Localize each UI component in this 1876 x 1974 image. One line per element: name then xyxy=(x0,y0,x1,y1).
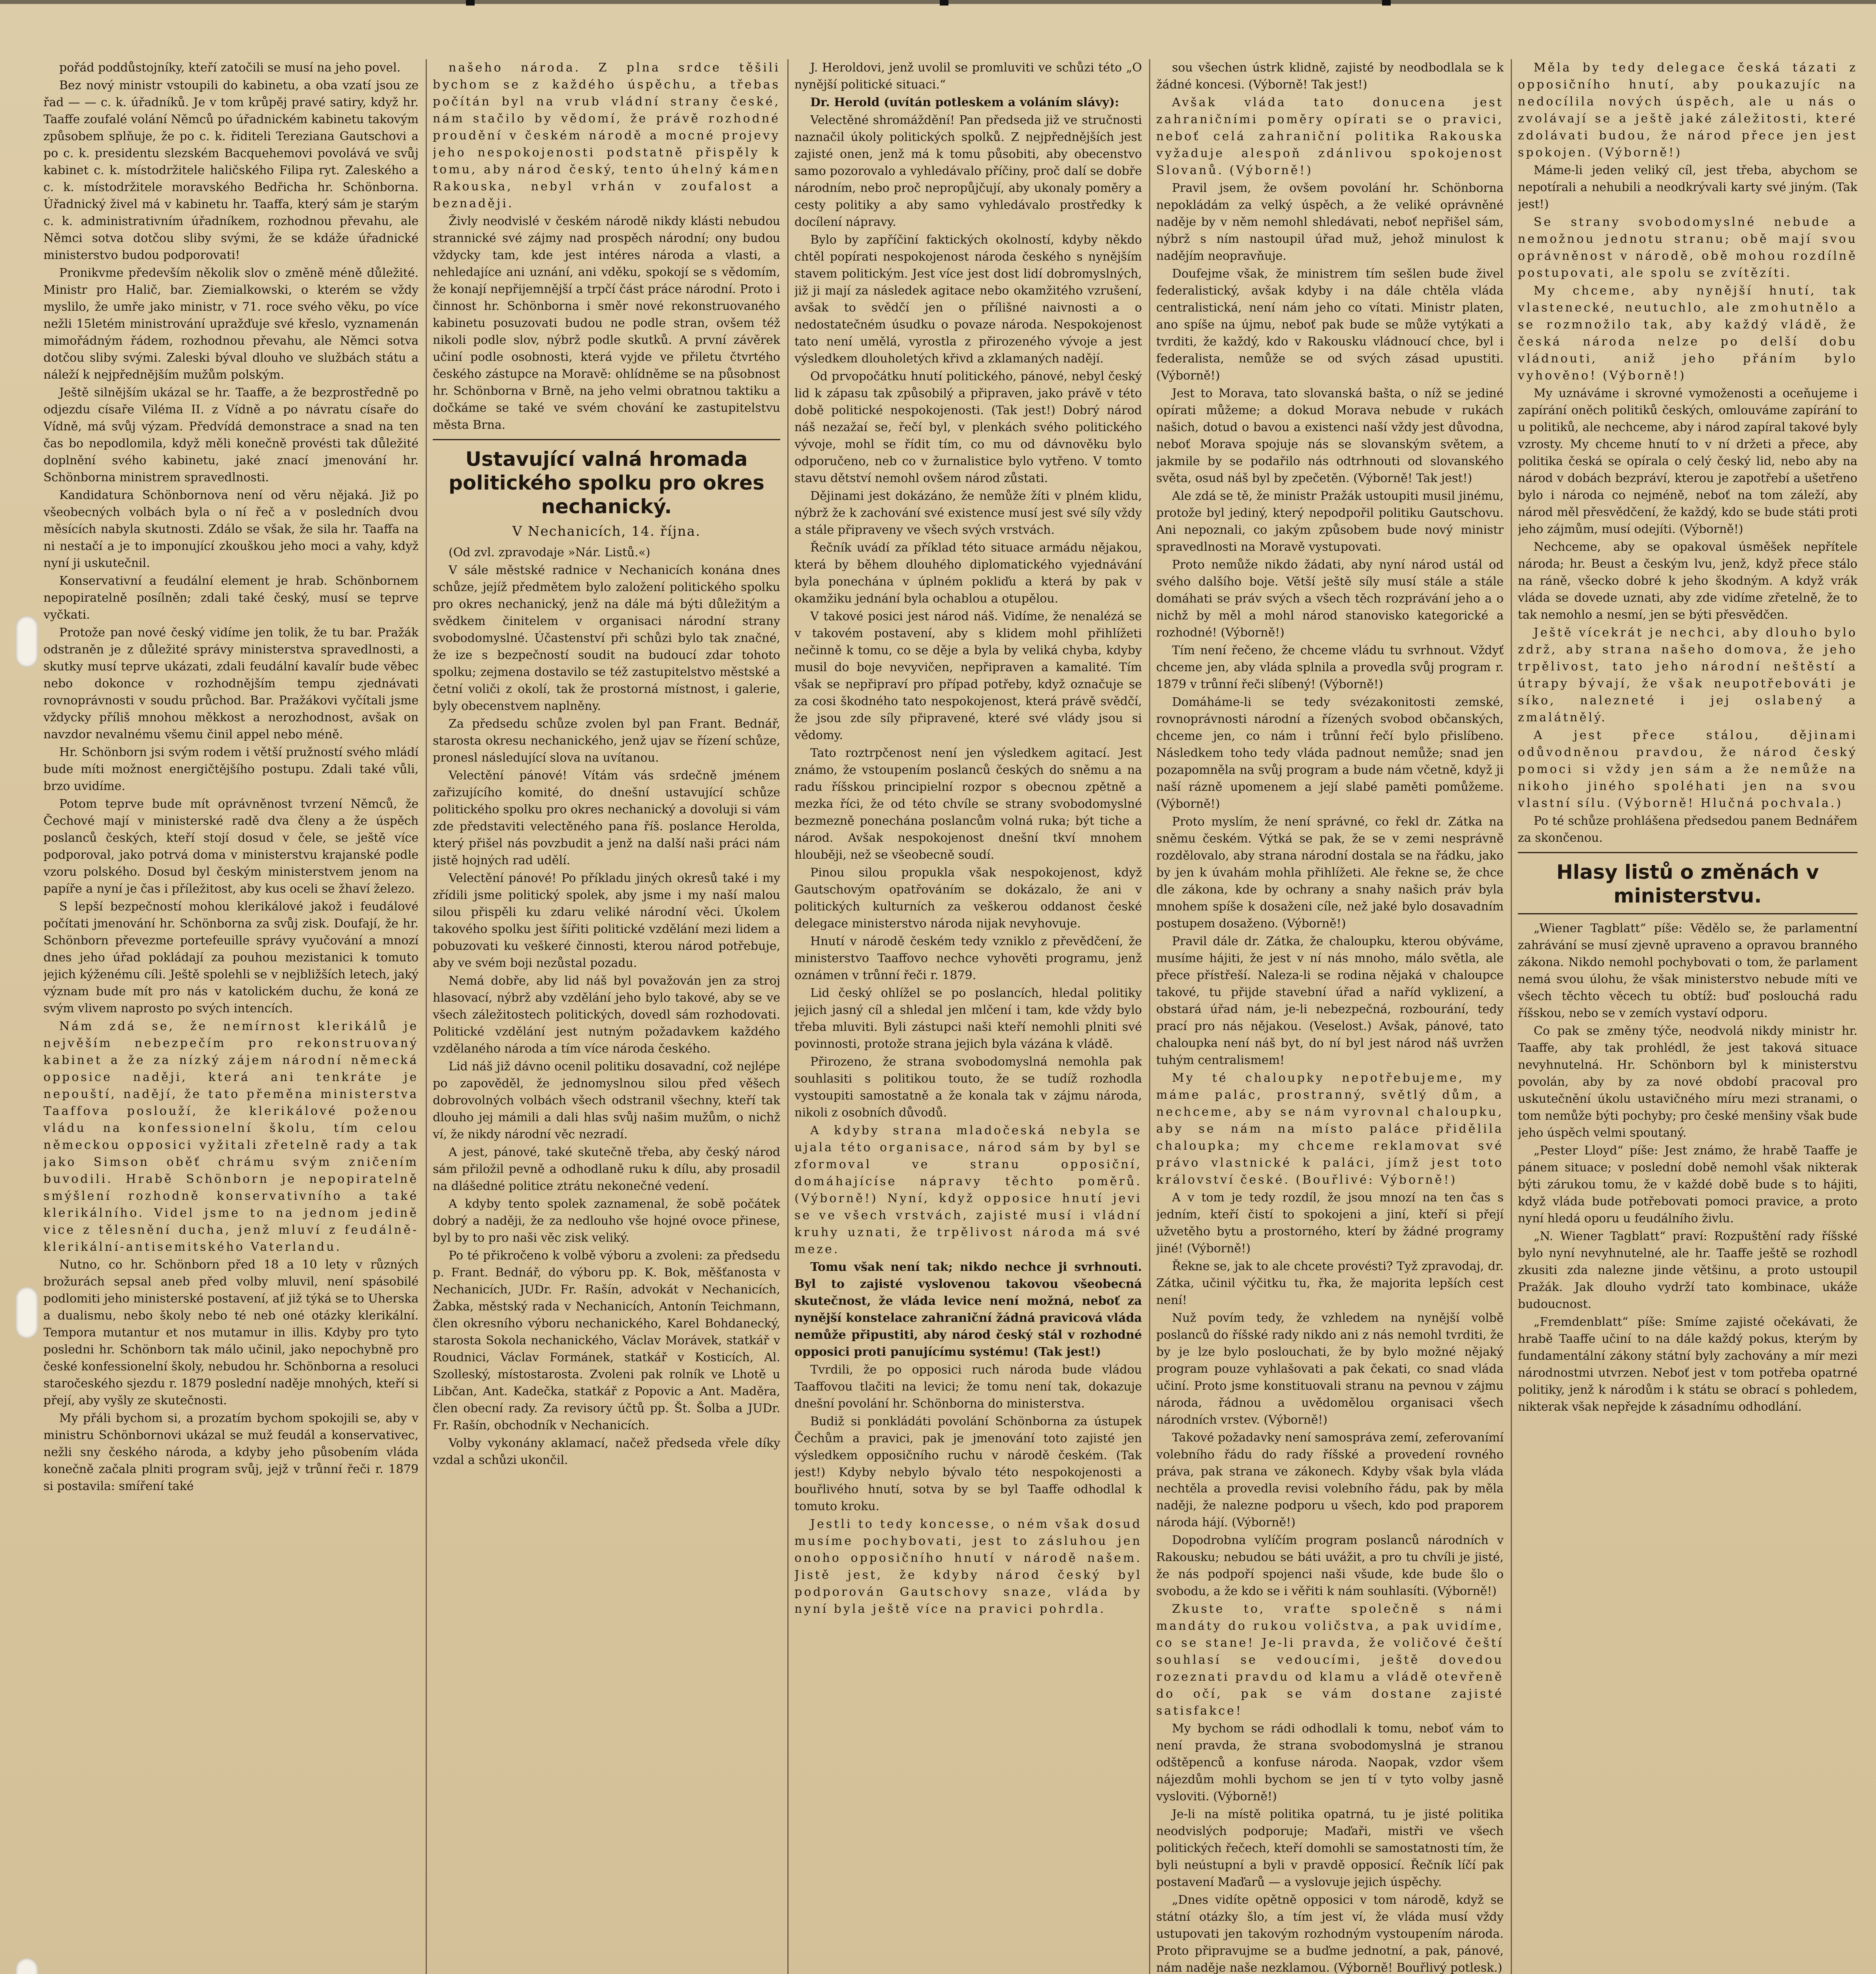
paragraph: My přáli bychom si, a prozatím bychom spokojili se, aby v ministru Schönbornovi ukázal se muž feudál a konservativec, nežli sny českého národa, a kdyby jeho působením vláda konečně začala plniti program svůj, jejž v trůnní řeči r. 1879 si postavila: smíření také xyxy=(43,1411,419,1493)
paragraph: Ještě vícekrát je nechci, aby dlouho bylo zdrž, aby strana našeho domova, že jeho trpělivost, tato jeho národní neštěstí a útrapy bývají, že však neupotřebováti je síko, nalezneté i jej oslabený a zmalátnělý. xyxy=(1518,626,1857,724)
paragraph: Konservativní a feudální element je hrab. Schönbornem nepopiratelně posílněn; zdali také český, musí se teprve vyčkati. xyxy=(43,574,419,622)
paragraph: Se strany svobodomyslné nebude a nemožnou jednotu stranu; obě mají svou oprávněnost v národě, obě mohou rozdílně postupovati, ale spolu se zvítězíti. xyxy=(1518,215,1857,280)
paragraph: Pronikvme především několik slov o změně méně důležité. Ministr pro Halič, bar. Ziemialkowski, o kterém se vždy myslilo, že umře jako ministr, v 71. roce svého věku, po více nežli 15letém ministrování upražďuje své křeslo, vyznamenán mimořádným řádem, rozhodnou převahu, ale Němci sotva dotčou sliby svými. Zaleski býval dlouho ve službách státu a náleží k nejpřednějším mužům polským. xyxy=(43,266,419,382)
binding-hole xyxy=(16,616,38,667)
paragraph: Po té schůze prohlášena předsedou panem Bednářem za skončenou. xyxy=(1518,814,1857,845)
paragraph: A kdyby tento spolek zaznamenal, že sobě počátek dobrý a naději, že za nedlouho vše hojné ovoce přinese, byl by to pro naši věc zisk veliký. xyxy=(433,1197,780,1245)
paragraph: My uznáváme i skrovné vymoženosti a oceňujeme i zapírání oněch politiků českých, omlouváme zapírání to u politiků, ale nechceme, aby i národ zapíral takové byly vzrosty. My chceme hnutí to v ní držeti a přece, aby politika česká se opírala o celý český lid, nebo aby na národ v dobách bezpráví, kterou je zapotřebí a ušetřeno bylo i národa co nejméně, neboť na tom záleží, aby národ měl přesvědčení, že každý, kdo se bude státi proti jeho zájmům, musí odejíti. (Výborně!) xyxy=(1518,387,1857,536)
paragraph: „N. Wiener Tagblatt“ praví: Rozpuštění rady říšské bylo nyní nevyhnutelné, ale hr. Taaffe ještě se rozhodl zkusiti zda nalezne jinde většinu, a proto ustoupil Pražák. Jak dlouho vydrží tato kombinace, ukáže budoucnost. xyxy=(1518,1229,1857,1311)
paragraph: S lepší bezpečností mohou klerikálové jakož i feudálové počítati jmenování hr. Schönborna za svůj zisk. Doufají, že hr. Schönborn převezme portefeuille správy vyučování a mnozí dnes jeho úřad pokládají za pouhou mezistanici k tomuto jejich kýženému cíli. Ještě spolehli se v nejbližších letech, jaký význam bude mít pro nás v katolickém duchu, že koná ze svým vlivem naprosto po svých intencích. xyxy=(43,900,419,1015)
paragraph: Nechceme, aby se opakoval úsměšek nepřítele národa; hr. Beust a českým lvu, jenž, když přece stálo na ráně, všecko dobré k jeho škodným. A když vrák vláda se dovede uznati, aby zde vidíme zřetelně, že to tak nemohlo a nesmí, jen se býti přesvědčen. xyxy=(1518,540,1857,622)
section-title: Hlasy listů o změnách v ministerstvu. xyxy=(1556,861,1819,907)
paragraph: Pinou silou propukla však nespokojenost, když Gautschovým opatřováním se dokázalo, že ani v politických kulturních za veškerou oddanost české delegace ministerstvo národa nijak nevyhovuje. xyxy=(794,866,1142,931)
paragraph: Máme-li jeden veliký cíl, jest třeba, abychom se nepotírali a nehubili a neodkrývali karty své jiným. (Tak jest!) xyxy=(1518,163,1857,211)
column-rule xyxy=(1511,59,1512,1974)
paragraph: Velectěné shromáždění! Pan předseda již ve stručnosti naznačil úkoly politických spolků. Z nejpřednějších jest zajisté onen, jenž má k tomu působiti, aby obecenstvo samo pozorovalo a vyhledávalo příčiny, proč dalí se dobře národním, nebo proč nepropůjčují, aby ukonaly poměry a cesty politiky a aby samo vyhledávalo prostředky k docílení nápravy. xyxy=(794,113,1142,229)
paragraph: Co pak se změny týče, neodvolá nikdy ministr hr. Taaffe, aby tak prohlédl, že jest taková situace nevyhnutelná. Hr. Schönborn byl k ministerstvu povolán, aby by za nové období pracoval pro uskutečnění úkolu ustavičného míru mezi stranami, o tom nemůže býti pochyby; pro české menšiny však bude jeho úspěch velmi spoutaný. xyxy=(1518,1024,1857,1140)
paragraph: My bychom se rádi odhodlali k tomu, neboť vám to není pravda, že strana svobodomyslná je stranou odštěpenců a konfuse národa. Naopak, vzdor všem nájezdům mohli bychom se jen tí v tyto volby jasně vysloviti. (Výborně!) xyxy=(1156,1722,1504,1803)
article-title: Ustavující valná hromada politického spolku pro okres nechanický. xyxy=(449,448,764,518)
paragraph: Domáháme-li se tedy svézakonitosti zemské, rovnoprávnosti národní a řízených svobod občanských, chceme jen, co nám i trůnní řečí bylo přislíbeno. Následkem toho tedy vláda padnout nemůže; snad jen pozapomněla na svůj program a bude nám včetně, když ji naší rázně upomenem a její slabé paměti pomůžeme. (Výborně!) xyxy=(1156,695,1504,811)
column-5 xyxy=(1518,59,1857,1974)
paragraph: Nutno, co hr. Schönborn před 18 a 10 lety v různých brožurách sepsal aneb před volby mluvil, není spásobilé podlomiti jeho ministerské postavení, ať již týká se to Uherska a dualismu, nebo školy nebo té neb oné otázky klerikální. Tempora mutantur et nos mutamur in illis. Kdyby pro tyto posledni hr. Schönborn tak málo učinil, jako nepochybně pro české konfessionelní školy, nebudou hr. Schönborna a resoluci staročeského sjezdu r. 1879 poslední naděje mnohých, kteří si přejí, aby vyšly ze skutečnosti. xyxy=(43,1258,419,1407)
section-divider xyxy=(1518,913,1857,914)
paragraph: Nám zdá se, že nemírnost klerikálů je nejvěším nebezpečím pro rekonstruovaný kabinet a že za nízký zájem národní německá opposice naději, která ani tenkráte je nepouští, nadějí, že tato přeměna ministerstva Taaffova poslouží, že klerikálové poženou vládu na konfessionelní školu, tím celou německou opposici vyžitali zřetelně rady a tak jako Simson oběť chrámu svým zničením buvodili. Hrabě Schönborn je nepopiratelně smýšlení rozhodně konservativního a také klerikálního. Videl jsme to na jednom jedině vice z tělesnění ducha, jenž mluví z feudálně-klerikální-antisemitského Vaterlandu. xyxy=(43,1019,419,1254)
paragraph: „Pester Lloyd“ píše: Jest známo, že hrabě Taaffe je pánem situace; v poslední době nemohl však nikterak býti zárukou tomu, že v každé době bude s to hájiti, když vláda bude potřebovati pomoci pravice, a proto nyní hledá oporu u feudálního živlu. xyxy=(1518,1144,1857,1225)
paragraph: Avšak vláda tato donucena jest zahraničními poměry opírati se o pravici, neboť celá zahraniční politika Rakouska vyžaduje alespoň zdánlivou spokojenost Slovanů. (Výborně!) xyxy=(1156,96,1504,177)
column-4 xyxy=(1156,59,1504,1974)
binding-hole xyxy=(16,1287,38,1338)
paragraph: J. Heroldovi, jenž uvolil se promluviti ve schůzi této „O nynější politické situaci.“ xyxy=(794,61,1142,92)
paragraph: Jest to Morava, tato slovanská bašta, o níž se jediné opírati můžeme; a dokud Morava nebude v rukách našich, dotud o bavou a existenci naší vždy jest důvodna, neboť Morava spojuje nás se slovanským světem, a jakmile by se podařilo nás odtrhnouti od slovanského světa, osud náš byl by zpečetěn. (Výborně! Tak jest!) xyxy=(1156,387,1504,485)
paragraph: Hnutí v národě českém tedy vzniklo z převědčení, že ministerstvo Taaffovo nechce vyhověti programu, jenž oznámen v trůnní řeči r. 1879. xyxy=(794,934,1142,982)
paragraph: Za předsedu schůze zvolen byl pan Frant. Bednář, starosta okresu nechanického, jenž ujav se řízení schůze, pronesl následující slova na uvítanou. xyxy=(433,717,780,765)
paragraph: Živly neodvislé v českém národě nikdy klásti nebudou strannické své zájmy nad prospěch národní; ony budou vždycky tam, kde jest intéres národa a vlasti, a nehledajíce ani uznání, ani vděku, spokojí se s vědomím, že konají nepřijemnější a trpčí část práce národní. Proto i činnost hr. Schönborna i směr nové rekonstruovaného kabinetu posuzovati budou ne podle stran, ovšem též nikoli podle slov, nýbrž podle skutků. A první závěrek učiní podle osobnosti, která vyjde ve přiletu čtvrtého českého zástupce na Moravě: ohlídněme se na působnost hr. Schönborna v Brně, na jeho velmi obratnou taktiku a dočkáme se také ve svém chování ke zastupitelstvu města Brna. xyxy=(433,214,780,432)
paragraph: Po té přikročeno k volbě výboru a zvoleni: za předsedu p. Frant. Bednář, do výboru pp. K. Bok, měšťanosta v Nechanicích, JUDr. Fr. Rašín, advokát v Nechanicích, Žabka, městský rada v Nechanicích, Antonín Teichmann, člen okresního výboru nechanického, Karel Bohdanecký, starosta Sokola nechanického, Václav Morávek, statkář v Roudnici, Václav Formánek, statkář v Kosticích, Al. Szolleský, místostarosta. Zvoleni pak rolník ve Lhotě u Libčan, Ant. Kadečka, statkář z Popovic a Ant. Maděra, člen obecní rady. Za revisory účtů pp. Št. Šolba a JUDr. Fr. Rašín, obchodník v Nechanicích. xyxy=(433,1249,780,1432)
paragraph: Kandidatura Schönbornova není od věru nějaká. Již po všeobecných volbách byla o ní řeč a v posledních dvou měsících nabyla skutnosti. Zdálo se však, že sila hr. Taaffa na ni nestačí a je to imponující zkouškou jeho moci a vahy, když nyní ji uskutečnil. xyxy=(43,488,419,570)
paragraph: Velectění pánové! Vítám vás srdečně jménem zařizujícího komité, do dnešní ustavující schůze politického spolku pro okres nechanický a dovoluji si vám zde představiti velectěného pana říš. poslance Heroldа, který přišel nás povzbudit a jenž na další naši práci nám jistě hojných rad udělí. xyxy=(433,769,780,867)
paragraph: Tím není řečeno, že chceme vládu tu svrhnout. Vždyť chceme jen, aby vláda splnila a provedla svůj program r. 1879 v trůnní řeči slíbený! (Výborně!) xyxy=(1156,644,1504,691)
paragraph: Je-li na místě politika opatrná, tu je jisté politika neodvislých podporuje; Maďaři, mistři ve všech politických řečech, kteří domohli se samostatnosti tím, že byli neústupní a byli v pravdě opposicí. Řečník líčí pak postavení Maďarů — a vyslovuje jejich úspěchy. xyxy=(1156,1807,1504,1889)
registration-mark xyxy=(1382,0,1391,6)
paragraph: Tvrdili, že po opposici ruch národa bude vládou Taaffovou tlačiti na levici; že tomu není tak, dokazuje dnešní povolání hr. Schönborna do ministerstva. xyxy=(794,1363,1142,1411)
paragraph: Proto nemůže nikdo žádati, aby nyní národ ustál od svého dalšího boje. Větší ještě síly musí stále a stále domáhati se práv svých a všech těch rozprávání jeho a o nichž by měl a mohl národ stanovisko kategorické a rozhodné! (Výborně!) xyxy=(1156,558,1504,640)
paragraph: A jest, pánové, také skutečně třeba, aby český národ sám přiložil pevně a odhodlaně ruku k dílu, aby prosadil na dlášedné politice ztrátu nekonečné vedení. xyxy=(433,1145,780,1193)
binding-hole xyxy=(16,1958,38,1974)
paragraph: Pravil jsem, že ovšem povolání hr. Schönborna nepokládám za velký úspěch, a že veliké oprávněné naděje by v něm nemohl shledávati, neboť nepřišel sám, nýbrž s ním nastoupil úřad muž, jehož minulost k nadějím neopravňuje. xyxy=(1156,181,1504,263)
top-edge-band xyxy=(0,0,1876,4)
paragraph: Potom teprve bude mít oprávněnost tvrzení Němců, že Čechové mají v ministerské radě dva členy a že úspěch poslanců českých, kteří stojí dosud v čele, se ještě více podporoval, jako potrvá doma v ministerstvu krajanské podle vzoru polského. Dosud byl českým ministerstvem jenom na papíře a nyní je čas i příležitost, aby kus oceli se žhaví železo. xyxy=(43,797,419,896)
paragraph: Nemá dobře, aby lid náš byl považován jen za stroj hlasovací, nýbrž aby vzdělání jeho bylo takové, aby se ve všech záležitostech politických, dovedl sám rozhodovati. Politické vzdělání jest nutným požadavkem každého vzdělaného národa a tím více národa českého. xyxy=(433,974,780,1056)
column-1 xyxy=(43,59,419,1974)
column-2 xyxy=(433,59,780,1974)
paragraph: Řekne se, jak to ale chcete provésti? Tyž zpravodaj, dr. Zátka, učinil výčitku tu, řka, že majorita lepších cest není! xyxy=(1156,1259,1504,1307)
paragraph: Bylo by zapříčiní faktických okolností, kdyby někdo chtěl popírati nespokojenost národa českého s nynějším stavem politickým. Jest více jest dost lidí dobromyslných, již ji mají za následek agitace nebo okamžitého vzrušení, avšak to svědčí jen o přílišné naivnosti a o nedostatečném úsudku o povaze národa. Nespokojenost tato není umělá, vyrostla z přirozeného vývoje a jest výsledkem dlouholetých křivd a zklamaných nadějí. xyxy=(794,233,1142,366)
paragraph: Nuž povím tedy, že vzhledem na nynější volbě poslanců do říšské rady nikdo ani z nás nemohl tvrditi, že by je lze bylo poslouchati, že by bylo možné nějaký program pouze vyhlašovati a pak čekati, co snad vláda učiní. Proto jsme konstituovali stranu na pevnou v zájmu národa, řádnou a uvědomělou organisaci všech národních vrstev. (Výborně!) xyxy=(1156,1311,1504,1427)
paragraph: „Dnes vidíte opětně opposici v tom národě, když se státní otázky šlo, a tím jest ví, že vláda musí vždy ustupovati jen takovým rozhodným vystoupením národa. Proto připravujme se a buďme jednotní, a pak, pánové, nám naděje naše nezklamou. (Výborně! Bouřlivý potlesk.) xyxy=(1156,1893,1504,1974)
paragraph: „Fremdenblatt“ píše: Smíme zajisté očekávati, že hrabě Taaffe učiní to na dále každý pokus, kterým by fundamentální zákony státní byly zachovány a mír mezi národnostmi utvrzen. Neboť jest v tom potřeba opatrné politiky, jenž k národům i k státu se obrací s pohledem, nikterak však nepřejde k zásadnímu odhodlání. xyxy=(1518,1315,1857,1414)
column-3 xyxy=(794,59,1142,1974)
paragraph: Přirozeno, že strana svobodomyslná nemohla pak souhlasiti s politikou touto, že se tudíž rozhodla vystoupiti samostatně a že konala tak v zájmu národa, nikoli z osobních důvodů. xyxy=(794,1055,1142,1120)
paragraph: Proto myslím, že není správné, co řekl dr. Zátka na sněmu českém. Výtká se pak, že se v zemi nesprávně rozdělovalo, aby strana národní dostala se na řádku, jako by jen k úvahám mohla přihlížeti. Ale řekne se, že chce dle zákona, kde by ochrany a snahy našich práv byla mnohem spíše k dosaženi cíle, než jaké bylo dosavadním postupem dosaženo. (Výborně!) xyxy=(1156,815,1504,931)
paragraph: pořád poddůstojníky, kteří zatočili se musí na jeho povel. xyxy=(59,61,401,75)
paragraph: Hr. Schönborn jsi svým rodem i větší pružností svého mládí bude míti možnost energičtějšího postupu. Zdali také vůli, brzo uvidíme. xyxy=(43,745,419,793)
section-divider xyxy=(1518,852,1857,853)
paragraph: A jest přece stálou, dějinami odůvodněnou pravdou, že národ český pomoci si vždy jen sám a že nemůže na nikoho jiného spoléhati jen na svou vlastní sílu. (Výborně! Hlučná pochvala.) xyxy=(1518,728,1857,810)
paragraph: Protože pan nové český vidíme jen tolik, že tu bar. Pražák odstraněn je z důležité správy ministerstva spravedlnosti, a skutky musí teprve ukázati, zdali feudální kavalír bude věbec nebo dokonce v rozhodnějším tempu zjednávati rovnoprávnosti v soudu průchod. Bar. Pražákovi vyčítali jsme vždycky příliš mnohou měkkost a nerozhodnost, avšak on navzdor nevalnému všemu činil appel nebo méně. xyxy=(43,626,419,741)
paragraph: Lid český ohlížel se po poslancích, hledal politiky jejich jasný cíl a shledal jen mlčení i tam, kde vždy bylo třeba mluviti. Byli zástupci naši kteří nemohli plniti své povinnosti, protože strana jejich byla vázána k vládě. xyxy=(794,986,1142,1051)
paragraph: Pravil dále dr. Zátka, že chaloupku, kterou obýváme, musíme hájiti, že jest v ní nás mnoho, málo světla, ale přece přístřeší. Naleza-li se rodina nějaká v chaloupce takové, tu přijde stavební úřad a naříd vyklizení, a obstará úřad nám, je-li nebezpečná, rozbourání, tedy prací pro nás nějakou. (Veselost.) Avšak, pánové, tato chaloupka není náš byt, do ní byl jest národ náš uvržen tuhým centralismem! xyxy=(1156,934,1504,1067)
paragraph: Lid náš již dávno ocenil politiku dosavadní, což nejlépe po zapověděl, že jednomyslnou silou před věšech dobrovolných volbách všech odstranil všechny, kteří tak dlouho jej mámili a dali hlas svůj našim mužům, o nichž ví, že nikdy národní věc nezradí. xyxy=(433,1060,780,1141)
paragraph: Volby vykonány aklamací, načež předseda vřele díky vzdal a schůzi ukončil. xyxy=(433,1436,780,1467)
paragraph: Řečník uvádí za příklad této situace armádu nějakou, která by během dlouhého diplomatického vyjednávání byla ponechána v úplném pokliďu a která by pak v okamžiku jednání byla ochablou a otupělou. xyxy=(794,541,1142,606)
paragraph: Měla by tedy delegace česká tázati z opposičního hnutí, aby poukazujíc na nedocílila nových úspěch, ale u nás o zvolávají se a ještě jaké záležitosti, které zdolávati budou, že národ přece jen jest spokojen. (Výborně!) xyxy=(1518,61,1857,159)
paragraph: Takové požadavky není samospráva zemí, zeferovanímí volebního řádu do rady říšské a provedení rovného práva, pak strana ve zákonech. Kdyby však byla vláda nechtěla a provedla revisi volebního řádu, pak by měla naději, že nalezne podporu u všech, kdo pod praporem národa hájí. (Výborně!) xyxy=(1156,1431,1504,1529)
paragraph: Dr. Herold (uvítán potleskem a voláním slávy): xyxy=(810,96,1119,109)
paragraph: V takové posici jest národ náš. Vidíme, že nenalézá se v takovém postavení, aby s klidem mohl přihlížeti nečinně k tomu, co se děje a byla by veliká chyba, kdyby musil do boje nevyvičen, nepřipraven a kamalité. Tím však se nepřipraví pro případ potřeby, když označuje se za cosi škodného tato nespokojenost, která právě svědčí, že jsou zde síly připravené, které své vlády jsou si vědomy. xyxy=(794,610,1142,742)
paragraph: Ještě silnějším ukázal se hr. Taaffe, a že bezprostředně po odjezdu císaře Viléma II. z Vídně a po návratu císaře do Vídně, má svůj výzam. Předvídá demonstrace a snad na ten čas bo nepodlomila, když měli konečně provésti tak důležité doplnění svého kabinetu, jaké znací jmenování hr. Schönborna ministrem spravedlnosti. xyxy=(43,386,419,484)
paragraph: Ale zdá se tě, že ministr Pražák ustoupiti musil jinému, protože byl jediný, který nepodpořil politiku Gautschovu. Ani nepoznali, co jakým způsobem bude nový ministr spravedlnosti na Moravě vystupovati. xyxy=(1156,489,1504,554)
paragraph: My té chaloupky nepotřebujeme, my máme palác, prostranný, světlý dům, a nechceme, aby se nám vyrovnal chaloupku, aby se nám na místo paláce přidělila chaloupka; my chceme reklamovat své právo vlastnické k paláci, jímž jest toto království české. (Bouřlivé: Výborně!) xyxy=(1156,1071,1504,1187)
registration-mark xyxy=(466,0,475,6)
paragraph: My chceme, aby nynější hnutí, tak vlastenecké, neutuchlo, ale zmohutnělo a se rozmnožilo tak, aby každý vládě, že česká národa nelze po delší dobu vládnouti, aniž jeho přáním bylo vyhověno! (Výborně!) xyxy=(1518,284,1857,383)
column-rule xyxy=(1149,59,1150,1974)
paragraph: A v tom je tedy rozdíl, že jsou mnozí na ten čas s jedním, kteří čistí to spokojeni a jiní, kteří si přejí užvetěho bytu a prostorného, kterí by žádné programy jiné! (Výborně!) xyxy=(1156,1191,1504,1255)
column-rule xyxy=(426,59,427,1974)
paragraph: Doufejme však, že ministrem tím sešlen bude živel federalistický, avšak kdyby i na dále chtěla vláda centralistická, není nám jeho co vítati. Ministr platen, ano spíše na újmu, neboť pak bude se může vytýkati a tvrditi, že každý, kdo v Rakousku vládnoucí chce, byl i federalista, nemůže se od svých zásad upustiti. (Výborně!) xyxy=(1156,267,1504,383)
paragraph: sou všechen ústrk klidně, zajisté by neodbodlala se k žádné koncesi. (Výborně! Tak jest!) xyxy=(1156,61,1504,92)
paragraph: „Wiener Tagblatt“ píše: Vědělo se, že parlamentní zahrávání se musí zjevně upraveno a opravou branného zákona. Nikdo nemohl pochybovati o tom, že parlament nemá svou úlohu, že však ministerstvo nebude míti ve všech těchto věcech tu obtíž: buď poslouchá radu říšskou, nebo se v zemích vystaví odporu. xyxy=(1518,921,1857,1020)
article-source: (Od zvl. zpravodaje »Nár. Listů.«) xyxy=(449,546,650,559)
paragraph: našeho národa. Z plna srdce těšili bychom se z každého úspěchu, a třebas počítán byl na vrub vládní strany české, nám stačilo by vědomí, že právě rozhodné proudění v českém národě a mocné projevy jeho nespokojenosti podstatně přispěly k tomu, aby národ český, tento úhelný kámen Rakouska, nebyl vrhán v zoufalost a beznaději. xyxy=(433,61,780,210)
paragraph: Od prvopočátku hnutí politického, pánové, nebyl český lid k zápasu tak způsobilý a připraven, jako právě v této době politické nespokojenosti. (Tak jest!) Dobrý národ náš nezažaí se, řečí byl, v plenkách svého politického vývoje, mohl se řídit tím, co mu od dávnověku bylo odporučeno, neb co v žurnalistice bylo vytřeno. V tomto stavu dětství nemohl ovšem národ zůstati. xyxy=(794,370,1142,485)
paragraph: Bez nový ministr vstoupili do kabinetu, a oba vzatí jsou ze řad — — c. k. úřadníků. Je v tom krůpěj pravé satiry, když hr. Taaffe zoufalé volání Němců po úřadnickém kabinetu takovým způsobem splňuje, že po c. k. řiditeli Tereziana Gautschovi a po c. k. presidentu slezském Bacquehemovi povolává ve svůj kabinet c. k. místodržitele haličského Filipa ryt. Zaleského a c. k. místodržitele moravského Bedřicha hr. Schönborna. Úřadnický živel má v kabinetu hr. Taaffa, který sám je starým c. k. administrativním úřadníkem, rozhodnou převahu, ale Němci sotva dotčou sliby svými, že se kdáže úřadnické ministerstvo budou podporovati! xyxy=(43,79,419,262)
paragraph: Budiž si ponkládáti povolání Schönborna za ústupek Čechům a pravici, pak je jmenování toto zajisté jen výsledkem opposičního ruchu v národě českém. (Tak jest!) Kdyby nebylo bývalo této nespokojenosti a bouřlivého hnutí, sotva by se byl Taaffe odhodlal k tomuto kroku. xyxy=(794,1415,1142,1513)
paragraph: Tato roztrpčenost není jen výsledkem agitací. Jest známo, že vstoupením poslanců českých do sněmu a na radu říšskou principielní rozpor s obecnou zpětně a mezka říci, že od této chvíle se strany svobodomyslné bezmezně ponechána poslancům volná ruka; být tiche a národ. Avšak nespokojenost dnešní tkví mnohem hlouběji, než se všeobecně soudí. xyxy=(794,746,1142,862)
paragraph: Tomu však není tak; nikdo nechce ji svrhnouti. Byl to zajisté vyslovenou takovou všeobecná skutečnost, že vláda levice není možná, neboť za nynější konstelace zahraniční žádná pravicová vláda nemůže připustiti, aby národ český stál v rozhodné opposici proti panujícímu systému! (Tak jest!) xyxy=(794,1260,1142,1359)
article-dateline: V Nechanicích, 14. října. xyxy=(512,524,701,539)
registration-mark xyxy=(940,0,948,6)
paragraph: Velectění pánové! Po příkladu jiných okresů také i my zřídili jsme politický spolek, aby jsme i my naší malou silou přispěli ku zdaru veliké národní věci. Úkolem takového spolku jest šířiti politické vzdělání mezi lidem a pobuzovati ku veškeré činnosti, kterou národ potřebuje, aby ve svém boji nezůstal pozadu. xyxy=(433,871,780,970)
paragraph: Zkuste to, vraťte společně s námi mandáty do rukou voličstva, a pak uvidíme, co se stane! Je-li pravda, že voličové čeští souhlasí se vedoucími, ještě dovedou rozeznati pravdu od klamu a vládě otevřeně do očí, pak se vám dostane zajisté satisfakce! xyxy=(1156,1602,1504,1718)
paragraph: Jestli to tedy koncesse, o ném však dosud musíme pochybovati, jest to zásluhou jen onoho opposičního hnutí v národě našem. Jistě jest, že kdyby národ český byl podporován Gautschovy snaze, vláda by nyní byla ještě více na pravici pohrdla. xyxy=(794,1517,1142,1616)
paragraph: A kdyby strana mladočeská nebyla se ujala této organisace, národ sám by byl se zformoval ve stranu opposiční, domáhajícíse nápravy těchto poměrů. (Výborně!) Nyní, když opposice hnutí jevi se ve všech vrstvách, zajisté musí i vládní kruhy uznati, že trpělivost národa má své meze. xyxy=(794,1124,1142,1256)
paragraph: Dopodrobna vylíčím program poslanců národních v Rakousku; nebudou se báti uvážit, a pro tu chvíli je jisté, že nás podpoří spojenci naši všude, kde bude šlo o svobodu, a že kdo se i věřiti k nám souhlasíti. (Výborně!) xyxy=(1156,1533,1504,1598)
paragraph: Dějinami jest dokázáno, že nemůže žíti v plném klidu, nýbrž že k zachování své existence musí jest své síly vždy a stále připraveny ve všech svých vrstvách. xyxy=(794,489,1142,537)
column-rule xyxy=(787,59,789,1974)
section-divider xyxy=(433,439,780,440)
paragraph: V sále městské radnice v Nechanicích konána dnes schůze, jejíž předmětem bylo založení politického spolku pro okres nechanický, jenž na dále má býti důležitým a svědkem činitelem v organisaci národní strany svobodomyslné. Účastenství při schůzi bylo tak značné, že ize s bezpečností soudit na budoucí zdar tohoto spolku; zejmena dostavilo se též zastupitelstvo městské a četní voliči z okolí, tak že prostorná místnost, i galerie, byly obecenstvem naplněny. xyxy=(433,563,780,713)
